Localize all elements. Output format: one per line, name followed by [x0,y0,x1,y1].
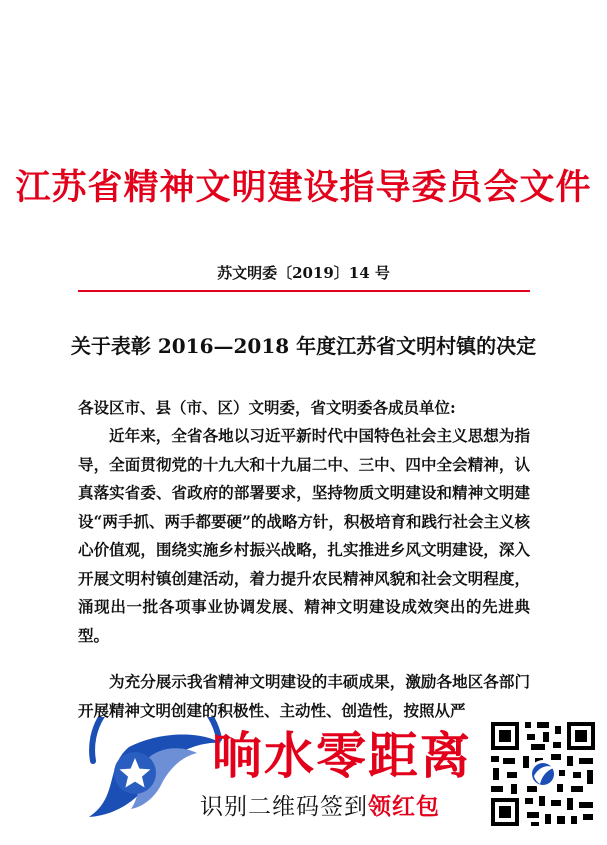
qr-code-icon [487,718,599,830]
watermark-tagline-prefix: 识别二维码签到 [200,794,368,820]
body-paragraph-1: 近年来，全省各地以习近平新时代中国特色社会主义思想为指导，全面贯彻党的十九大和十九届二中、三中、四中全会精神，认真落实省委、省政府的部署要求，坚持物质文明建设和精神文明建设“两手抓、两手都要硬”的战略方针，积极培育和践行社会主义核心价值观，围绕实施乡村振兴战略，扎实推进乡风文明建设，深入开展文明村镇创建活动，着力提升农民精神风貌和社会文明程度，涌现出一批各项事业协调发展、精神文明建设成效突出的先进典型。 [78,426,530,645]
body-paragraph-2: 为充分展示我省精神文明建设的丰硕成果，激励各地区各部门开展精神文明创建的积极性、主动性、创造性，按照从严 [78,672,530,720]
document-number: 苏文明委〔2019〕14 号 [217,264,390,282]
watermark-tagline-accent: 领红包 [368,794,440,820]
document-header-title: 江苏省精神文明建设指导委员会文件 [15,168,592,208]
watermark-tagline [200,792,440,822]
document-title: 关于表彰 2016—2018 年度江苏省文明村镇的决定 [70,334,537,358]
red-divider [78,290,530,292]
watermark-brand-text: 响水零距离 [212,727,472,785]
addressee-line: 各设区市、县（市、区）文明委，省文明委各成员单位: [78,398,456,417]
